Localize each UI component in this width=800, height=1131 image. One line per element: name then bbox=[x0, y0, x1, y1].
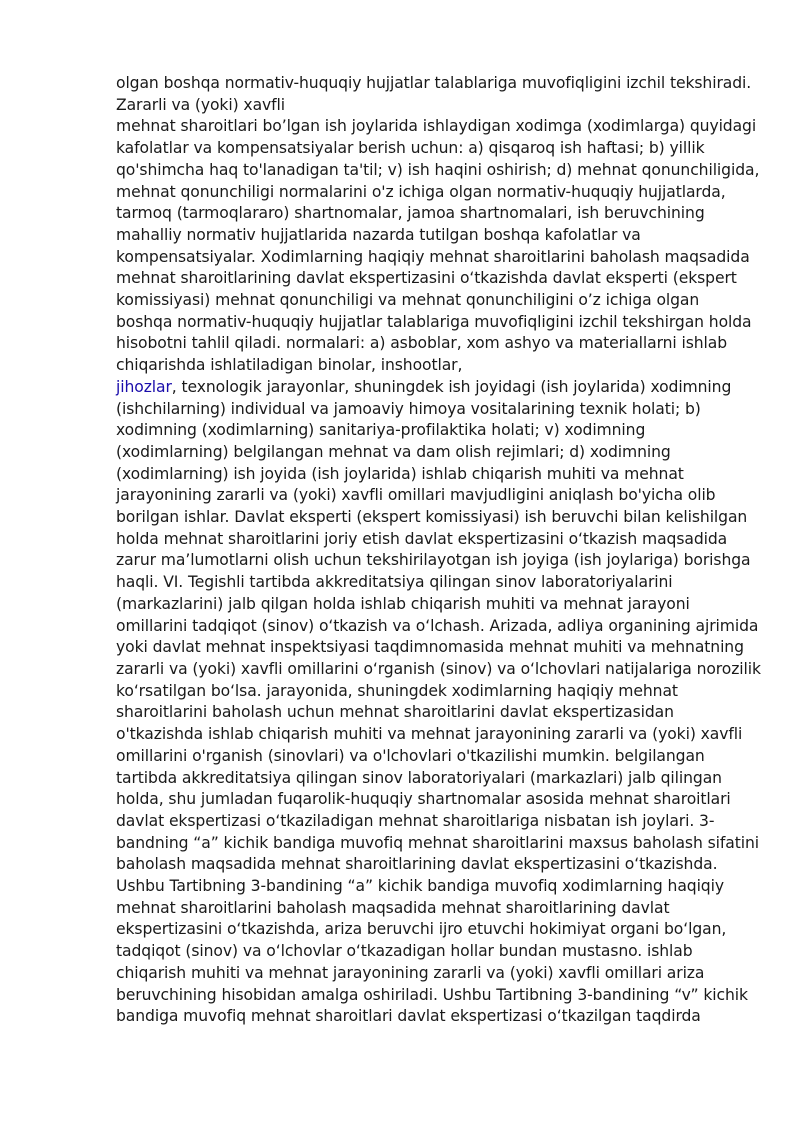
text-line: qo'shimcha haq to'lanadigan ta'til; v) ish haqini oshirish; d) mehnat qonunchiligida, bbox=[116, 160, 760, 179]
text-line: mahalliy normativ hujjatlarida nazarda tutilgan boshqa kafolatlar va bbox=[116, 225, 641, 244]
text-line: kompensatsiyalar. Xodimlarning haqiqiy mehnat sharoitlarini baholash maqsadida bbox=[116, 247, 750, 266]
text-line: sharoitlarini baholash uchun mehnat sharoitlarini davlat ekspertizasidan bbox=[116, 703, 674, 722]
text-line: olgan boshqa normativ-huquqiy hujjatlar talablariga muvofiqligini izchil tekshiradi. bbox=[116, 74, 752, 92]
document-body bbox=[116, 73, 761, 1028]
text-line: chiqarishda ishlatiladigan binolar, inshootlar, bbox=[116, 356, 463, 375]
text-line: mehnat qonunchiligi normalarini o'z ichiga olgan normativ-huquqiy hujjatlarda, bbox=[116, 182, 726, 201]
text-line: holda mehnat sharoitlarini joriy etish davlat ekspertizasini o‘tkazish maqsadida bbox=[116, 529, 728, 548]
text-line: omillarini tadqiqot (sinov) o‘tkazish va o‘lchash. Arizada, adliya organining ajrimida bbox=[116, 616, 759, 635]
text-line: xodimning (xodimlarning) sanitariya-profilaktika holati; v) xodimning bbox=[116, 421, 646, 440]
text-line: (markazlarini) jalb qilgan holda ishlab chiqarish muhiti va mehnat jarayoni bbox=[116, 594, 690, 613]
text-block-before-link bbox=[116, 73, 760, 377]
text-line: komissiyasi) mehnat qonunchiligi va mehnat qonunchiligini o’z ichiga olgan bbox=[116, 291, 700, 310]
text-line: chiqarish muhiti va mehnat jarayonining zararli va (yoki) xavfli omillari ariza bbox=[116, 963, 705, 982]
text-line: o'tkazishda ishlab chiqarish muhiti va mehnat jarayonining zararli va (yoki) xavfli bbox=[116, 725, 743, 744]
link-line-rest: , texnologik jarayonlar, shuningdek ish joyidagi (ish joylarida) xodimning bbox=[171, 377, 732, 396]
text-line: zararli va (yoki) xavfli omillarini o‘rganish (sinov) va o‘lchovlari natijalariga norozilik bbox=[116, 659, 761, 678]
text-line: zarur ma’lumotlarni olish uchun tekshirilayotgan ish joyiga (ish joylariga) borishga bbox=[116, 551, 751, 570]
text-line: mehnat sharoitlari bo’lgan ish joylarida ishlaydigan xodimga (xodimlarga) quyidagi bbox=[116, 117, 757, 136]
text-line: davlat ekspertizasi o‘tkaziladigan mehnat sharoitlariga nisbatan ish joylari. 3- bbox=[116, 811, 715, 830]
text-line: yoki davlat mehnat inspektsiyasi taqdimnomasida mehnat muhiti va mehnatning bbox=[116, 638, 744, 657]
text-line: kafolatlar va kompensatsiyalar berish uchun: a) qisqaroq ish haftasi; b) yillik bbox=[116, 139, 705, 158]
text-line: omillarini o'rganish (sinovlari) va o'lchovlari o'tkazilishi mumkin. belgilangan bbox=[116, 746, 705, 765]
text-line: ekspertizasini o‘tkazishda, ariza beruvchi ijro etuvchi hokimiyat organi bo‘lgan, bbox=[116, 920, 727, 939]
text-line: Ushbu Tartibning 3-bandining “a” kichik bandiga muvofiq xodimlarning haqiqiy bbox=[116, 877, 724, 896]
text-line: tarmoq (tarmoqlararo) shartnomalar, jamoa shartnomalari, ish beruvchining bbox=[116, 204, 705, 223]
text-line: Zararli va (yoki) xavfli bbox=[116, 95, 286, 114]
text-line: boshqa normativ-huquqiy hujjatlar talablariga muvofiqligini izchil tekshirgan holda bbox=[116, 312, 752, 331]
text-line: bandiga muvofiq mehnat sharoitlari davlat ekspertizasi o‘tkazilgan taqdirda bbox=[116, 1007, 701, 1026]
text-line: mehnat sharoitlarining davlat ekspertizasini o‘tkazishda davlat eksperti (ekspert bbox=[116, 269, 737, 288]
text-line: tadqiqot (sinov) va o‘lchovlar o‘tkazadigan hollar bundan mustasno. ishlab bbox=[116, 942, 693, 961]
text-line: (xodimlarning) ish joyida (ish joylarida) ishlab chiqarish muhiti va mehnat bbox=[116, 464, 684, 483]
text-block-after-link bbox=[116, 399, 761, 1028]
text-line: (xodimlarning) belgilangan mehnat va dam olish rejimlari; d) xodimning bbox=[116, 442, 671, 461]
text-line: tartibda akkreditatsiya qilingan sinov laboratoriyalari (markazlari) jalb qilingan bbox=[116, 768, 722, 787]
text-line: bandning “a” kichik bandiga muvofiq mehnat sharoitlarini maxsus baholash sifatini bbox=[116, 833, 759, 852]
text-line: haqli. VI. Tegishli tartibda akkreditatsiya qilingan sinov laboratoriyalarini bbox=[116, 573, 673, 592]
text-line: (ishchilarning) individual va jamoaviy himoya vositalarining texnik holati; b) bbox=[116, 399, 701, 418]
text-line: mehnat sharoitlarini baholash maqsadida mehnat sharoitlarining davlat bbox=[116, 898, 670, 917]
text-line: holda, shu jumladan fuqarolik-huquqiy shartnomalar asosida mehnat sharoitlari bbox=[116, 790, 731, 809]
text-line: ko‘rsatilgan bo‘lsa. jarayonida, shuningdek xodimlarning haqiqiy mehnat bbox=[116, 681, 678, 700]
text-line: hisobotni tahlil qiladi. normalari: a) asboblar, xom ashyo va materiallarni ishlab bbox=[116, 334, 728, 353]
text-line: jarayonining zararli va (yoki) xavfli omillari mavjudligini aniqlash bo'yicha olib bbox=[116, 486, 716, 505]
text-line: borilgan ishlar. Davlat eksperti (ekspert komissiyasi) ish beruvchi bilan kelishilgan bbox=[116, 508, 748, 527]
jihozlar-link[interactable]: jihozlar bbox=[116, 377, 172, 396]
text-line: baholash maqsadida mehnat sharoitlarining davlat ekspertizasini o‘tkazishda. bbox=[116, 855, 718, 874]
text-line-with-link bbox=[116, 377, 756, 399]
text-line: beruvchining hisobidan amalga oshiriladi. Ushbu Tartibning 3-bandining “v” kichik bbox=[116, 985, 748, 1004]
